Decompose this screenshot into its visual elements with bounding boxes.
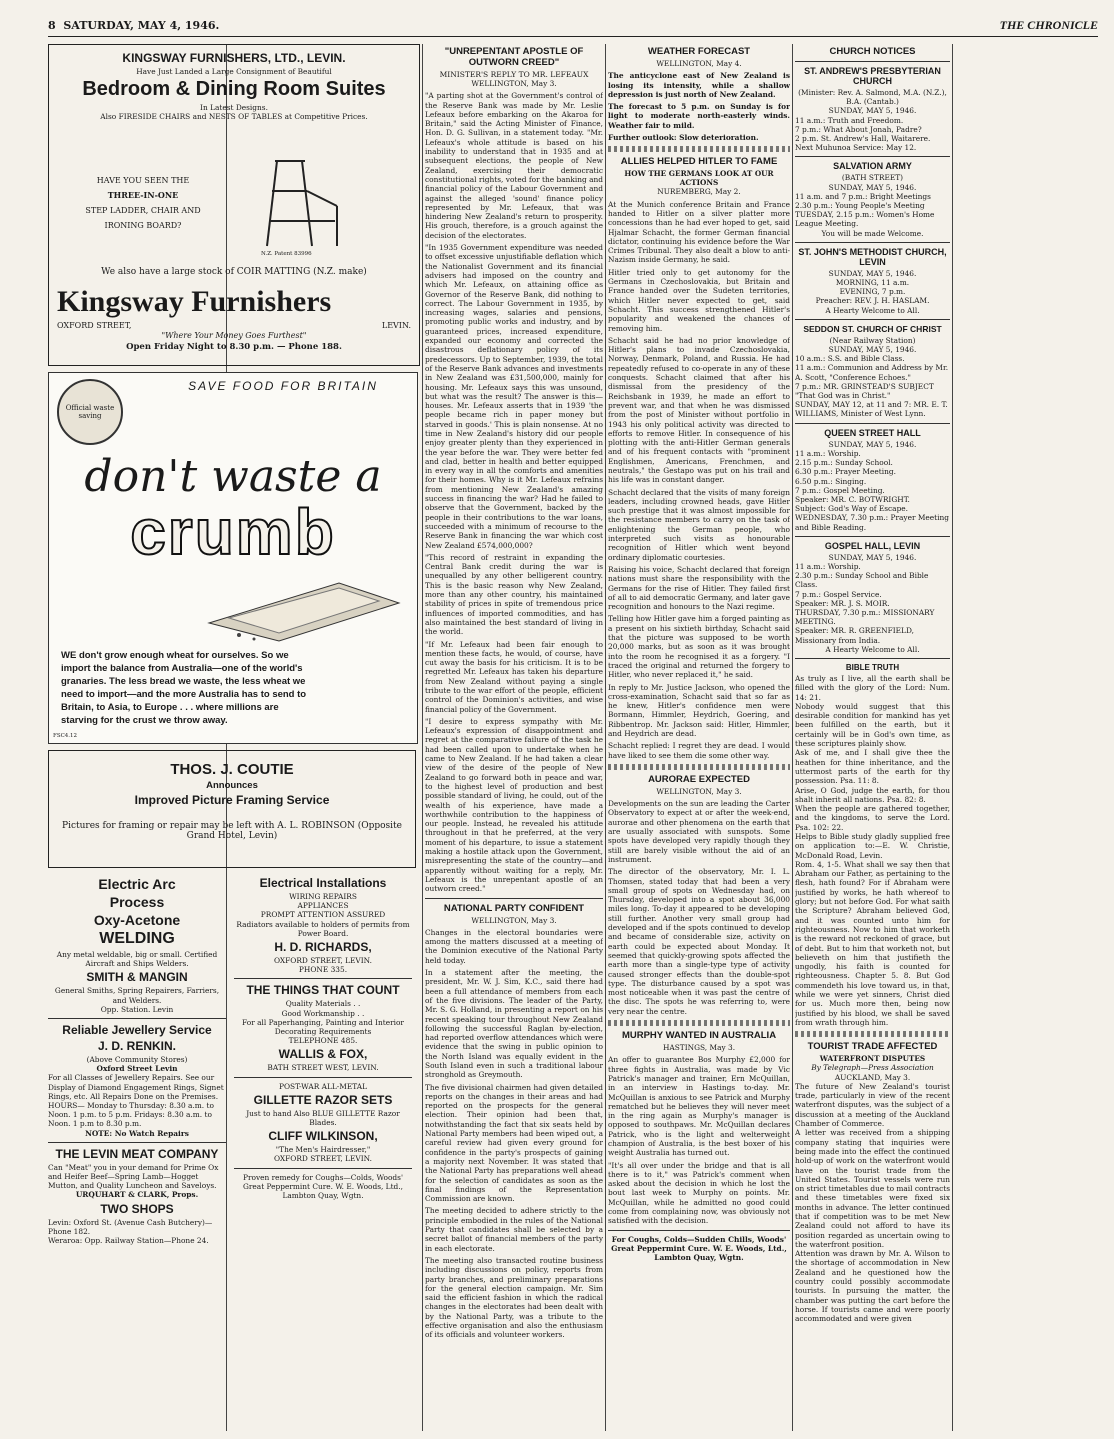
crumb-line-2: crumb: [130, 496, 336, 568]
salvation-army-notice: SALVATION ARMY (BATH STREET) SUNDAY, MAY 5, 1946. 11 a.m. and 7 p.m.: Bright Meetings 2.30 p.m.: Young People's Meeting TUESDAY, 2.15 p.m.: Women's Home League Meeting. You will be made Welcome.: [795, 161, 935, 238]
kingsway-title: KINGSWAY FURNISHERS, LTD., LEVIN.: [122, 51, 346, 65]
coutie-title: THOS. J. COUTIE: [170, 761, 294, 778]
coutie-service: Improved Picture Framing Service: [134, 793, 330, 807]
allies-paragraph: Hitler tried only to get autonomy for the Germans in Czechoslovakia, but Britain and France handed over the Sudeten territories, which Hitler never expected to get, said Schacht. This success strengthened Hitler's popularity and weakened the chances of removing him.: [608, 267, 790, 333]
electrical-ad: Electrical Installations WIRING REPAIRS APPLIANCES PROMPT ATTENTION ASSURED Radiators available to holders of permits from Power Board. H. D. RICHARDS, OXFORD STREET, LEVIN. PHONE 335.: [236, 876, 410, 975]
murphy-headline: MURPHY WANTED IN AUSTRALIA: [621, 1030, 777, 1042]
separator: [795, 1031, 950, 1037]
st-johns-notice: ST. JOHN'S METHODIST CHURCH, LEVIN SUNDAY, MAY 5, 1946. MORNING, 11 a.m. EVENING, 7 p.m. Preacher: REV. J. H. HASLAM. A Hearty Welcome to All.: [798, 246, 947, 315]
separator: [608, 764, 790, 770]
allies-paragraph: Schacht said he had no prior knowledge of Hitler's plans to invade Czechoslovakia, Norway, Denmark, Poland, and Russia. He had repeatedly refused to co-operate in any of these conquests. Schacht claimed that after his dismissal from the presidency of the Reichsbank in 1939, he made an effort to prevent war, and that when he was dismissed from the post of Minister without portfolio in 1943 his only political activity was directed to efforts to remove Hitler. In consequence of his plotting with the anti-Hitler German generals and of his frequent contacts with "prominent Englishmen, Americans, Frenchmen, and neutrals," the Gestapo was put on his trail and his life was in constant danger.: [608, 335, 790, 485]
small-ads-right: [234, 874, 412, 1245]
waste-saving-badge: Official waste saving: [57, 379, 123, 445]
kingsway-matting: We also have a large stock of COIR MATTING (N.Z. make): [101, 267, 367, 277]
allies-subheadline: HOW THE GERMANS LOOK AT OUR ACTIONS: [624, 169, 774, 188]
national-paragraph: The five divisional chairmen had given detailed reports on the changes in their areas and had reported on the prospects for the general election. Their opinion had been that, notwithstanding the fact that six seats held by National Party members had been wiped out, a careful review had given every ground for confidence in the party's prospects of gaining a majority next November. It was stated that the National Party has preparations well ahead for the selection of candidates as soon as the final findings of the Representation Commission are known.: [425, 1082, 603, 1204]
meat-company-ad: THE LEVIN MEAT COMPANY Can "Meat" you in your demand for Prime Ox and Heifer Beef—Spring Lamb—Hogget Mutton, and Quality Luncheon and Saveloys. URQUHART & CLARK, Props. TWO SHOPS Levin: Oxford St. (Avenue Cash Butchery)—Phone 182. Weraroa: Opp. Railway Station—Phone 24.: [48, 1146, 219, 1246]
coutie-body: Pictures for framing or repair may be left with A. L. ROBINSON (Opposite Grand Hotel, Levin): [62, 821, 402, 841]
church-notices-header: CHURCH NOTICES: [829, 46, 916, 57]
woods-ad-1: Proven remedy for Coughs—Colds, Woods' Great Peppermint Cure. W. E. Woods, Ltd., Lambton Quay, Wgtn.: [242, 1172, 403, 1201]
allies-paragraph: At the Munich conference Britain and France handed to Hitler on a silver platter more concessions than he had ever hoped to get, said Hjalmar Schacht, the former German financial dictator, continuing his evidence before the War Crimes Tribunal. They also dealt a blow to anti-Nazism inside Germany, he said.: [608, 199, 790, 265]
small-ads-left: [48, 874, 226, 1245]
allies-paragraph: Telling how Hitler gave him a forged painting as a present on his sixtieth birthday, Schacht said that the picture was supposed to be worth 20,000 marks, but as soon as it was brought into the room he recognised it as a forgery. "I traced the original and returned the forgery to Hitler, who never replaced it," he said.: [608, 614, 790, 680]
kingsway-hours: Open Friday Night to 8.30 p.m. — Phone 188.: [126, 342, 342, 352]
bread-slice-illustration: [199, 563, 409, 643]
save-food-ad: [48, 372, 418, 744]
separator: [608, 146, 790, 152]
aurorae-headline: AURORAE EXPECTED: [648, 773, 750, 785]
column-rule: [952, 44, 953, 1431]
murphy-paragraph: "It's all over under the bridge and that is all there is to it," was Patrick's comment when asked about the decision in which he lost the bout last week to Murphy on points. Mr. McQuillan, while he admitted no good could come from complaining now, was obviously not satisfied with the decision.: [608, 1160, 790, 1226]
allies-paragraph: Schacht declared that the visits of many foreign leaders, including crowned heads, gave Hitler such prestige that it was almost impossible for the resistance members to carry on the task of enlightening the German people, who interpreted such visits as honourable recognition of Hitler which went beyond ordinary diplomatic courtesies.: [608, 487, 790, 562]
bible-truth-notice: BIBLE TRUTH As truly as I live, all the earth shall be filled with the glory of the Lord: Num. 14: 21. Nobody would suggest that this desirable condition for mankind has yet been fulfilled on the earth, but it certainly will be in God's own time, as these scriptures plainly show. Ask of me, and I shall give thee the heathen for thine inheritance, and the uttermost parts of the earth for thy possession. Psa. 11: 8. Arise, O God, judge the earth, for thou shalt inherit all nations. Psa. 82: 8. When the people are gathered together, and the kingdoms, to serve the Lord. Psa. 102: 22. Helps to Bible study gladly supplied free on application to:—E. W. Christie, McDonald Road, Levin. Rom. 4, 1-5. What shall we say then that Abraham our Father, as pertaining to the flesh, hath found? For if Abraham were justified by works, he hath whereof to glory; but not before God. For what saith the Scripture? Abraham believed God, and it was counted unto him for righteousness. Now to him that worketh is the reward not reckoned of grace, but of debt. But to him that worketh not, but believeth on him that justifieth the ungodly, his faith is counted for righteousness. Chapter 5. 8. But God commendeth his love toward us, in that, while we were yet sinners, Christ died for us. Much more then, being now justified by his blood, we shall be saved from wrath through him.: [795, 662, 950, 1027]
crumb-code: FSC4.12: [53, 733, 78, 739]
kingsway-patent: N.Z. Patent 83996: [261, 251, 312, 257]
paper-title: THE CHRONICLE: [999, 17, 1098, 32]
kingsway-designs: In Latest Designs.: [200, 103, 268, 113]
wallis-fox-ad: THE THINGS THAT COUNT Quality Materials . . Good Workmanship . . For all Paperhanging, Painting and Interior Decorating Requirements TELEPHONE 485. WALLIS & FOX, BATH STREET WEST, LEVIN.: [242, 983, 404, 1073]
national-paragraph: Changes in the electoral boundaries were among the matters discussed at a meeting of the Dominion executive of the National Party held today.: [425, 927, 603, 965]
apostle-paragraph: "In 1935 Government expenditure was needed to offset excessive unjustifiable deflation which the Nationalist Government and its financial advisers had imposed on the country and which Mr. Lefeaux, on attaining office as Governor of the Reserve Bank, did nothing to correct. The Labour Government in 1935, by increasing wages, salaries and pensions, promoting public works and industry, and by guaranteed prices, increased expenditure, expanded our economy and corrected the disastrous deflationary policy of its predecessors. Up to September, 1939, the total of the Reserve Bank advances and investments in New Zealand was £31,500,000, mainly for housing. Mr. Lefeaux says this was unsound, but what was the result? The answer is this—houses. Mr. Lefeaux asserts that in 1939 'the people became rich in paper money but starved in goods.' This is plain nonsense. At no time in New Zealand's history did our people enjoy greater plenty than they experienced in the year before the war. They were better fed and clad, better in health and better equipped in every way in all the comforts and amenities for their homes. Why is it Mr. Lefeaux refrains from mentioning New Zealand's amazing success in financing the war? Had he failed to observe that the Government, backed by the people in their contributions to the war loans, succeeded with a minimum of recourse to the Reserve Bank in financing the war which cost New Zealand £574,000,000?: [425, 243, 603, 550]
seddon-notice: SEDDON ST. CHURCH OF CHRIST (Near Railway Station) SUNDAY, MAY 5, 1946. 10 a.m.: S.S. and Bible Class. 11 a.m.: Communion and Address by Mr. A. Scott, "Conference Echoes." 7 p.m.: MR. GRINSTEAD'S SUBJECT "That God was in Christ." SUNDAY, MAY 12, at 11 and 7: MR. E. T. WILLIAMS, Minister of West Lynn.: [795, 323, 949, 419]
page-date: 8 SATURDAY, MAY 4, 1946.: [48, 18, 220, 32]
national-headline: NATIONAL PARTY CONFIDENT: [443, 902, 585, 914]
kingsway-ad: [48, 44, 420, 366]
weather-paragraph: Further outlook: Slow deterioration.: [608, 133, 759, 143]
aurorae-paragraph: The director of the observatory, Mr. I. L. Thomsen, stated today that had been a very small group of spots on Wednesday had, on Thursday, developed into a spot about 36,000 miles long. To-day it appeared to be developing still further. Another very small group had developed and if the spots continued to develop and became of considerable size, activity on earth could be expected about Monday. It seemed that quickly-growing spots affected the earth more than a single-type type of activity caused stronger effects than the double-spot type. The disturbance caused by a spot was most noticeable when it was past the centre of the disc. The spots he was referring to, were very near the centre.: [608, 867, 790, 1016]
apostle-headline: "UNREPENTANT APOSTLE OF OUTWORN CREED": [444, 46, 584, 68]
crumb-line-1: don't waste a: [84, 451, 382, 502]
weather-dateline: WELLINGTON, May 4.: [656, 59, 742, 68]
murphy-paragraph: An offer to guarantee Bos Murphy £2,000 for three fights in Australia, was made by Vic Patrick's manager and trainer, Ern McQuillan, in an interview in Hastings to-day. Mr. McQuillan is anxious to see Patrick and Murphy rematched but he believes they will never meet in the ring again as Murphy's manager is opposed to southpaws. Mr. McQuillan declares Patrick, who is the light and welterweight champion of Australia, is the best boxer of his weight Australia has turned out.: [608, 1055, 790, 1158]
small-ads-row: [48, 874, 423, 1245]
kingsway-also: Also FIRESIDE CHAIRS and NESTS OF TABLES at Competitive Prices.: [100, 112, 368, 122]
column-4: [795, 44, 950, 1434]
national-paragraph: The meeting also transacted routine business including discussions on policy, reports from party branches, and preliminary preparations for the general election campaign. Mr. Sim said the efficient fashion in which the radical changes in the electorates had been dealt with by the National Party, was a tribute to the effective organisation and also the enthusiasm of its officials and volunteer workers.: [425, 1255, 603, 1340]
woods-ad-2: For Coughs, Colds—Sudden Chills, Woods' Great Peppermint Cure. W. E. Woods, Ltd., Lambton Quay, Wgtn.: [611, 1234, 787, 1263]
aurorae-dateline: WELLINGTON, May 3.: [656, 786, 742, 796]
separator: [608, 1020, 790, 1026]
gillette-ad: POST-WAR ALL-METAL GILLETTE RAZOR SETS Just to hand Also BLUE GILLETTE Razor Blades. CLIFF WILKINSON, "The Men's Hairdresser," OXFORD STREET, LEVIN.: [246, 1081, 400, 1164]
renkin-ad: Reliable Jewellery Service J. D. RENKIN. (Above Community Stores) Oxford Street Levin For all Classes of Jewellery Repairs. See our Display of Diamond Engagement Rings, Signet Rings, etc. All Repairs Done on the Premises. HOURS— Monday to Thursday: 8.30 a.m. to Noon. 1 p.m. to 5 p.m. Fridays: 8.30 a.m. to Noon. 1 p.m to 8.30 p.m. NOTE: No Watch Repairs: [48, 1023, 224, 1138]
aurorae-paragraph: Developments on the sun are leading the Carter Observatory to expect at or after the week-end, aurorae and other phenomena on the earth that are usually associated with sunspots. Some spots have developed very rapidly though they still are barely visible without the aid of an instrument.: [608, 799, 790, 864]
apostle-paragraph: "This record of restraint in expanding the Central Bank credit during the war is unequalled by any other belligerent country. This is the basic reason why New Zealand, more than any other country, his maintained stability of prices in spite of tremendous price influences of imported commodities, and has also maintained the best standard of living in the world.: [425, 552, 603, 637]
apostle-subheadline: MINISTER'S REPLY TO MR. LEFEAUX: [439, 70, 589, 79]
st-andrews-notice: ST. ANDREW'S PRESBYTERIAN CHURCH (Minister: Rev. A. Salmond, M.A. (N.Z.), B.A. (Cantab.) SUNDAY, MAY 5, 1946. 11 a.m.: Truth and Freedom. 7 p.m.: What About Jonah, Padre? 2 p.m. St. Andrew's Hall, Waitarere. Next Muhunoa Service: May 12.: [795, 66, 947, 153]
coutie-announces: Announces: [206, 780, 258, 791]
kingsway-intro: Have Just Landed a Large Consignment of Beautiful: [136, 67, 332, 76]
kingsway-suites: Bedroom & Dining Room Suites: [82, 78, 386, 101]
weather-headline: WEATHER FORECAST: [647, 46, 751, 57]
kingsway-slogan: "Where Your Money Goes Furthest": [161, 331, 307, 340]
allies-dateline: NUREMBERG, May 2.: [657, 187, 741, 197]
national-paragraph: In a statement after the meeting, the president, Mr. W. J. Sim, K.C., said there had been a full attendance of members from each of the five divisions. The leader of the Party, Mr. S. G. Holland, in presenting a report on his recent speaking tour throughout New Zealand following the successful Raglan by-election, had reported overflow attendances which were evidence that the swing in public opinion to the North Island was equally evident in the South Island even in such a traditional labour stronghold as Greymouth.: [425, 968, 603, 1080]
masthead: [48, 14, 1098, 37]
step-ladder-chair-illustration: [257, 151, 347, 251]
national-dateline: WELLINGTON, May 3.: [471, 915, 557, 925]
tourist-article: TOURIST TRADE AFFECTED WATERFRONT DISPUTES By Telegraph—Press Association AUCKLAND, May 3. The future of New Zealand's tourist trade, particularly in view of the recent waterfront disputes, was the subject of a discussion at a meeting of the Auckland Chamber of Commerce. A letter was received from a shipping company stating that inquiries were being made into the effect the continued hold-up of work on the waterfront would have on the tourist trade from the United States. Tourist vessels were run on strict timetables due to mail contracts and these timetables were fixed six months in advance. The letter continued that if competition was to be met New Zealand could not afford to have its position regarded as uncertain owing to the waterfront position. Attention was drawn by Mr. A. Wilson to the shortage of accommodation in New Zealand and he questioned how the country could possibly accommodate tourists. In pursuing the matter, the chamber was putting the cart before the horse. If tourists came and were poorly accommodated and were given: [795, 1041, 950, 1324]
save-food-banner: SAVE FOOD FOR BRITAIN: [188, 379, 378, 393]
weather-paragraph: The forecast to 5 p.m. on Sunday is for light to moderate north-easterly winds. Weather fair to mild.: [608, 102, 790, 130]
welding-ad: Electric Arc Process Oxy-Acetone WELDING Any metal weldable, big or small. Certified Aircraft and Ships Welders. SMITH & MANGIN General Smiths, Spring Repairers, Farriers, and Welders. Opp. Station. Levin: [54, 876, 220, 1014]
apostle-paragraph: "I desire to express sympathy with Mr. Lefeaux's expression of disappointment and regret at the comparative failure of the task he had been called upon to undertake when he came to New Zealand. If he had taken a clear view of the desire of the people of New Zealand to go forward both in peace and war, to the highest level of production and best possible standard of living, he could, out of the wealth of his experience, have made a worthwhile contribution to the happiness of our people. Instead, he revealed his attitude throughout in that he preferred, at the very moment of his departure, to issue a statement making a hostile attack upon the Government, misrepresenting the state of the country—and apparently without waiting for a reply, Mr. Lefeaux is the unrepentant apostle of an outworn creed.": [425, 716, 603, 894]
column-3: [608, 44, 790, 1434]
column-1: [48, 44, 423, 1434]
coutie-ad: [48, 750, 416, 868]
apostle-paragraph: "A parting shot at the Government's control of the Reserve Bank was made by Mr. Leslie Lefeaux before embarking on the Akaroa for Britain," said the Acting Minister of Finance, Hon. D. G. Sullivan, in a statement today. "Mr. Lefeaux's whole attitude is based on his inability to understand that in 1935 and at subsequent elections, the people of New Zealand, exercising their democratic constitutional rights, voted for the banking and financial policy of the Labour Government and against the alleged 'sound' finance policy represented by Mr. Lefeaux, that was hindering New Zealand's return to prosperity. His grouch, therefore, is a grouch against the decision of the electorates.: [425, 91, 603, 240]
allies-paragraph: In reply to Mr. Justice Jackson, who opened the cross-examination, Schacht said that so far as he knew, Hitler's confidence men were Bormann, Himmler, Heydrich, Goering, and Ribbentrop. Mr. Jackson said: Hitler, Himmler, and Heydrich are dead.: [608, 682, 790, 738]
kingsway-question: HAVE YOU SEEN THE THREE-IN-ONE STEP LADDER, CHAIR AND IRONING BOARD?: [85, 176, 201, 230]
column-rule: [792, 44, 793, 1431]
column-2: [425, 44, 603, 1434]
kingsway-address: OXFORD STREET, LEVIN.: [57, 321, 411, 330]
crumb-body: WE don't grow enough wheat for ourselves. So we import the balance from Australia—one of the world's granaries. The less bread we waste, the less wheat we need to import—and the more Australia has to send to Britain, to Asia, to Europe . . . where millions are starving for the crust we throw away.: [61, 650, 307, 726]
apostle-paragraph: "If Mr. Lefeaux had been fair enough to mention these facts, he would, of course, have cut away the basis for his criticism. It is to be regretted Mr. Lefeaux has taken his departure from New Zealand without paying a single tribute to the war effort of the people, efficient control of the Dominion's activities, and wise financial policy of the Government.: [425, 639, 603, 714]
allies-paragraph: Raising his voice, Schacht declared that foreign nations must share the responsibility with the Germans for the rise of Hitler. They failed first of all to aid democratic Germany, and later gave recognition and honours to the Nazi regime.: [608, 564, 790, 612]
allies-paragraph: Schacht replied: I regret they are dead. I would have liked to see them die some other way.: [608, 741, 790, 760]
national-paragraph: The meeting decided to adhere strictly to the principle embodied in the rules of the National Party that candidates shall be selected by a secret ballot of financial members of the party in each electorate.: [425, 1206, 603, 1253]
queen-street-notice: QUEEN STREET HALL SUNDAY, MAY 5, 1946. 11 a.m.: Worship. 2.15 p.m.: Sunday School. 6.30 p.m.: Prayer Meeting. 6.50 p.m.: Singing. 7 p.m.: Gospel Meeting. Speaker: MR. C. BOTWRIGHT. Subject: God's Way of Escape. WEDNESDAY, 7.30 p.m.: Prayer Meeting and Bible Reading.: [795, 427, 949, 532]
kingsway-brand: Kingsway Furnishers: [57, 285, 332, 318]
apostle-dateline: WELLINGTON, May 3.: [471, 79, 557, 88]
murphy-dateline: HASTINGS, May 3.: [662, 1043, 736, 1053]
column-rule: [605, 44, 606, 1431]
weather-paragraph: The anticyclone east of New Zealand is losing its intensity, while a shallow depression is just north of New Zealand.: [608, 71, 790, 99]
gospel-hall-notice: GOSPEL HALL, LEVIN SUNDAY, MAY 5, 1946. 11 a.m.: Worship. 2.30 p.m.: Sunday School and Bible Class. 7 p.m.: Gospel Service. Speaker: MR. J. S. MOIR. THURSDAY, 7.30 p.m.: MISSIONARY MEETING. Speaker: MR. R. GREENFIELD, Missionary from India. A Hearty Welcome to All.: [795, 540, 935, 654]
allies-headline: ALLIES HELPED HITLER TO FAME: [620, 156, 778, 168]
